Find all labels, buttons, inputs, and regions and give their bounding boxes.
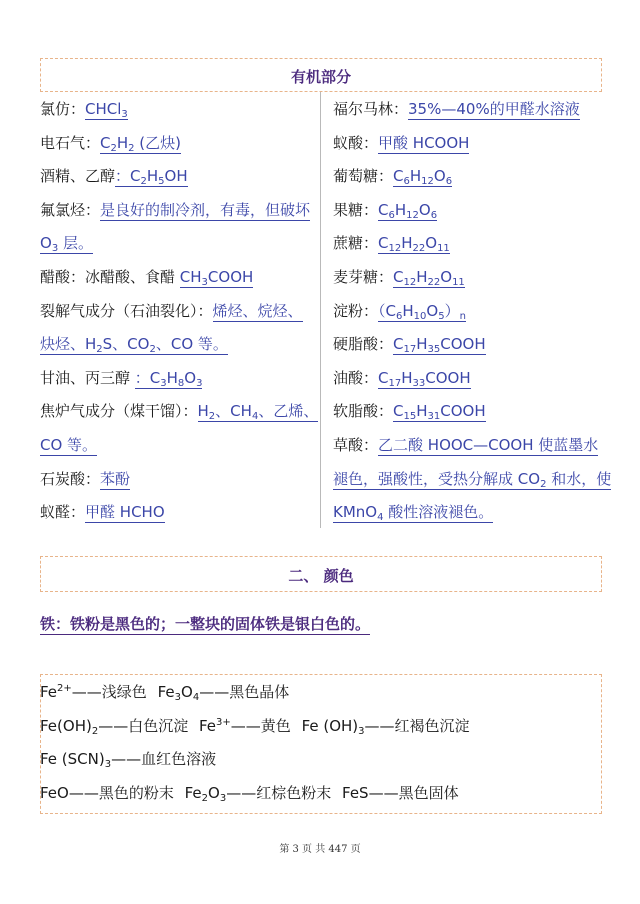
term-value <box>180 268 254 288</box>
text-part: O <box>440 268 453 286</box>
subscript: 3 <box>174 692 181 703</box>
text-part: ） <box>444 301 460 320</box>
text-part: Fe <box>184 784 202 803</box>
iron-compound-line <box>40 681 295 702</box>
iron-compound-entry <box>302 717 470 735</box>
term-label: 甘油、丙三醇 <box>40 368 135 387</box>
text-part: KMnO <box>333 503 378 522</box>
term-value <box>393 167 452 187</box>
text-part: O <box>426 301 439 320</box>
text-part: 、CH <box>215 402 252 421</box>
subscript: 2 <box>540 478 547 490</box>
term-label: 草酸： <box>333 436 379 454</box>
subscript: 22 <box>412 243 426 255</box>
iron-compound-entry <box>40 784 179 802</box>
term-label: 福尔马林： <box>333 100 409 118</box>
text-part: H <box>416 268 428 286</box>
subscript: 3 <box>201 277 208 288</box>
subscript: 15 <box>403 411 417 423</box>
text-part: C <box>393 335 404 354</box>
subscript: 3 <box>358 725 365 737</box>
subscript: 17 <box>403 344 417 356</box>
text-part: OH <box>164 167 188 186</box>
term-value <box>393 402 486 422</box>
subscript: 2 <box>110 142 117 154</box>
column-divider <box>320 92 321 528</box>
superscript: 2+ <box>57 683 72 694</box>
text-part: C <box>378 200 389 219</box>
right-row <box>333 99 580 119</box>
text-part: 烯烃、烷烃、 <box>212 301 303 320</box>
left-row <box>40 401 318 421</box>
text-part: CH <box>179 268 202 286</box>
text-part: （C <box>378 301 396 320</box>
text-part: H <box>409 167 422 186</box>
term-label: 蔗糖： <box>333 234 379 253</box>
iron-compound-line <box>40 782 465 803</box>
term-label: 电石气： <box>40 133 101 152</box>
left-row <box>40 233 93 253</box>
term-label: 石炭酸： <box>40 469 101 488</box>
iron-compound-line <box>40 748 222 769</box>
iron-compound-entry <box>40 683 152 701</box>
text-part: O <box>433 167 446 186</box>
subscript: 11 <box>452 277 465 288</box>
text-part: COOH <box>425 368 471 387</box>
text-part: CO 等。 <box>40 436 98 454</box>
text-part: O <box>208 784 220 803</box>
text-part: C <box>393 402 404 421</box>
text-part: H <box>197 402 209 421</box>
term-value <box>378 234 450 254</box>
iron-compound-entry <box>342 784 459 802</box>
subscript: 22 <box>427 277 441 288</box>
term-value <box>378 302 466 322</box>
subscript: 4 <box>192 692 200 703</box>
text-part: C <box>378 368 389 387</box>
page-footer: 第 3 页 共 447 页 <box>279 844 361 855</box>
text-part: ——黑色晶体 <box>199 683 290 701</box>
text-part: 和水，使 <box>546 469 612 488</box>
term-value <box>85 100 128 120</box>
text-part: ——血红色溶液 <box>111 750 217 769</box>
iron-note: 铁：铁粉是黑色的；一整块的固体铁是银白色的。 <box>40 615 371 633</box>
text-part: H <box>116 133 129 152</box>
subscript: 6 <box>403 176 410 188</box>
text-part: Fe (OH) <box>301 716 359 735</box>
text-part: C <box>393 167 404 186</box>
subscript: n <box>459 310 466 322</box>
term-label: 油酸： <box>333 368 379 387</box>
subscript: 2 <box>201 793 209 805</box>
term-label: 蚁醛： <box>40 503 86 522</box>
subscript: 5 <box>438 310 445 322</box>
left-row <box>40 502 165 522</box>
iron-compound-line <box>40 715 476 736</box>
right-row <box>333 133 469 153</box>
right-row <box>333 233 450 253</box>
subscript: 8 <box>177 377 185 389</box>
text-part: ——浅绿色 <box>71 683 152 701</box>
term-value <box>40 436 97 456</box>
text-part: H <box>401 368 413 387</box>
left-row <box>40 166 188 186</box>
subscript: 2 <box>149 344 156 356</box>
subscript: 5 <box>158 176 165 188</box>
term-label: 软脂酸： <box>333 402 394 421</box>
text-part: O <box>418 200 431 219</box>
text-part: 褪色，强酸性，受热分解成 CO <box>333 469 541 488</box>
subscript: 2 <box>140 176 147 188</box>
right-row <box>333 502 493 522</box>
text-part: CHCl <box>85 100 122 118</box>
subscript: 4 <box>377 512 384 524</box>
term-value <box>40 234 93 254</box>
text-part: ：C <box>134 368 161 387</box>
term-value <box>85 503 165 523</box>
subscript: 12 <box>406 209 419 221</box>
right-row <box>333 301 466 321</box>
subscript: 6 <box>430 209 438 221</box>
text-part: ——白色沉淀 <box>98 716 193 735</box>
term-label: 氟氯烃： <box>40 200 101 219</box>
text-part: 是良好的制冷剂，有毒，但破坏 <box>100 200 311 219</box>
iron-compound-entry <box>40 750 217 771</box>
subscript: 12 <box>388 243 402 255</box>
text-part: 35%—40%的甲醛水溶液 <box>408 100 580 118</box>
right-row <box>333 469 611 489</box>
subscript: 35 <box>427 344 441 356</box>
left-row <box>40 267 253 287</box>
left-row <box>40 133 181 153</box>
term-value <box>40 335 228 355</box>
subscript: 33 <box>412 377 426 389</box>
right-row <box>333 401 486 421</box>
subscript: 4 <box>251 411 259 423</box>
text-part: 酸性溶液褪色。 <box>383 503 494 522</box>
term-value <box>378 134 469 154</box>
text-part: Fe <box>198 716 217 735</box>
subscript: 2 <box>96 344 103 356</box>
text-part: Fe (SCN) <box>40 750 105 769</box>
subscript: 3 <box>51 243 59 255</box>
term-value <box>213 302 303 322</box>
text-part: 甲醛 HCHO <box>85 503 165 522</box>
right-row <box>333 166 452 186</box>
iron-compound-entry <box>158 683 290 701</box>
left-row <box>40 99 128 119</box>
text-part: H <box>146 167 159 186</box>
section2-title: 二、 颜色 <box>288 567 354 585</box>
text-part: 、CO 等。 <box>155 335 228 354</box>
text-part: H <box>394 200 407 219</box>
text-part: H <box>402 301 414 320</box>
text-part: H <box>416 402 428 421</box>
text-part: FeO——黑色的粉末 <box>40 784 179 803</box>
term-value <box>408 100 580 120</box>
text-part: O <box>181 683 193 701</box>
subscript: 12 <box>403 277 417 288</box>
term-label: 醋酸：冰醋酸、食醋 <box>40 268 180 286</box>
text-part: H <box>166 368 178 387</box>
left-row <box>40 334 228 354</box>
term-value <box>378 201 437 221</box>
subscript: 3 <box>196 377 203 389</box>
term-value <box>135 369 203 389</box>
text-part: C <box>100 133 111 152</box>
text-part: Fe <box>40 683 58 701</box>
term-value <box>393 268 465 288</box>
text-part: S、CO <box>102 335 150 354</box>
right-row <box>333 267 465 287</box>
text-part: 甲酸 HCOOH <box>378 133 470 152</box>
text-part: ——红棕色粉末 <box>226 784 337 803</box>
term-value <box>115 167 188 187</box>
left-row <box>40 435 97 455</box>
subscript: 3 <box>219 793 227 805</box>
subscript: 10 <box>413 310 427 322</box>
iron-compound-entry <box>40 717 193 735</box>
term-label: 酒精、乙醇 <box>40 167 116 186</box>
text-part: 苯酚 <box>100 469 131 488</box>
text-part: (乙炔) <box>134 133 182 152</box>
subscript: 11 <box>437 243 450 255</box>
right-row <box>333 334 486 354</box>
term-label: 果糖： <box>333 200 379 219</box>
text-part: COOH <box>207 268 254 286</box>
text-part: ——黄色 <box>230 716 296 735</box>
text-part: O <box>40 234 52 253</box>
subscript: 3 <box>160 377 167 389</box>
right-row <box>333 200 437 220</box>
right-row <box>333 368 471 388</box>
superscript: 3+ <box>216 716 231 728</box>
term-value <box>100 470 130 490</box>
term-label: 硬脂酸： <box>333 335 394 354</box>
subscript: 3 <box>121 109 128 120</box>
term-label: 葡萄糖： <box>333 167 394 186</box>
text-part: Fe(OH) <box>40 716 92 735</box>
iron-compound-entry <box>199 717 296 735</box>
text-part: ——红褐色沉淀 <box>364 716 470 735</box>
text-part: C <box>393 268 404 286</box>
text-part: Fe <box>157 683 175 701</box>
text-part: ：C <box>115 167 141 186</box>
text-part: O <box>425 234 438 253</box>
term-label: 蚁酸： <box>333 133 379 152</box>
subscript: 3 <box>104 759 112 771</box>
iron-compound-entry <box>184 784 337 805</box>
term-value <box>333 470 611 490</box>
text-part: H <box>416 335 428 354</box>
text-part: 层。 <box>58 234 93 253</box>
text-part: FeS——黑色固体 <box>342 784 459 803</box>
term-label: 氯仿： <box>40 100 86 118</box>
text-part: 炔烃、H <box>40 335 97 354</box>
term-value <box>100 201 310 221</box>
subscript: 6 <box>445 176 453 188</box>
term-value <box>393 335 486 355</box>
term-value <box>100 134 181 154</box>
subscript: 2 <box>91 725 99 737</box>
term-value <box>198 402 319 422</box>
term-label: 裂解气成分（石油裂化）： <box>40 301 213 320</box>
text-part: O <box>184 368 197 387</box>
text-part: H <box>401 234 413 253</box>
term-label: 焦炉气成分（煤干馏）： <box>40 402 198 421</box>
term-value <box>378 436 598 456</box>
subscript: 6 <box>388 209 395 221</box>
left-row <box>40 368 202 388</box>
left-row <box>40 469 130 489</box>
subscript: 31 <box>427 411 441 423</box>
section1-title: 有机部分 <box>290 68 351 86</box>
text-part: 、乙烯、 <box>258 402 319 421</box>
term-value <box>333 503 493 523</box>
left-row <box>40 301 303 321</box>
term-value <box>378 369 471 389</box>
text-part: COOH <box>440 402 486 421</box>
subscript: 6 <box>396 310 403 322</box>
subscript: 12 <box>421 176 434 188</box>
text-part: COOH <box>440 335 486 354</box>
subscript: 2 <box>128 142 135 154</box>
left-row <box>40 200 310 220</box>
term-label: 麦芽糖： <box>333 268 394 286</box>
right-row <box>333 435 598 455</box>
subscript: 2 <box>208 411 216 423</box>
term-label: 淀粉： <box>333 301 379 320</box>
text-part: 乙二酸 HOOC—COOH 使蓝墨水 <box>378 436 599 454</box>
text-part: C <box>378 234 389 253</box>
subscript: 17 <box>388 377 402 389</box>
